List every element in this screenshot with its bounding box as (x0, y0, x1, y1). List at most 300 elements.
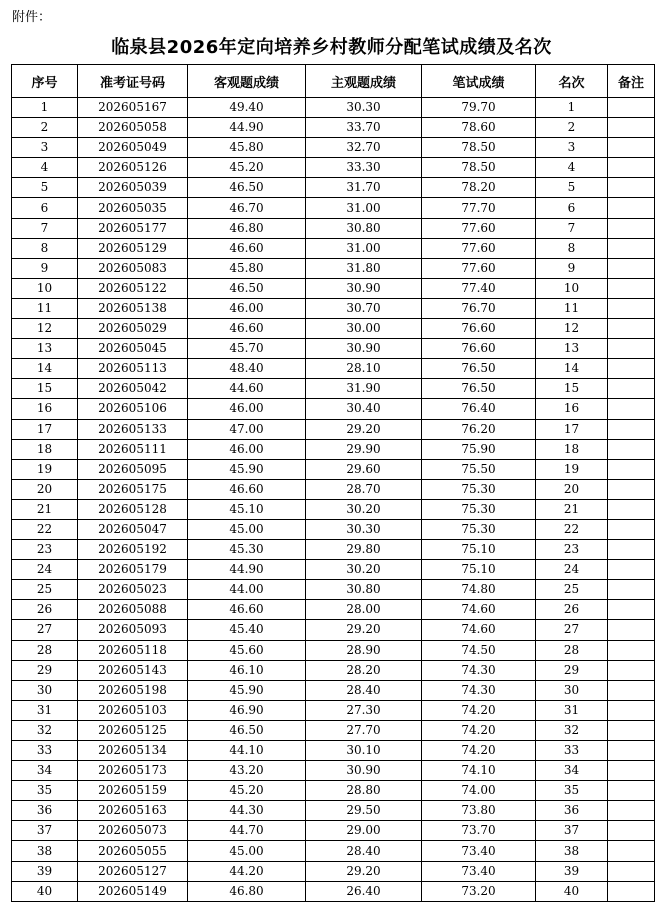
cell-subjective-score: 27.30 (306, 700, 422, 720)
cell-rank: 20 (536, 479, 608, 499)
cell-written-score: 73.20 (422, 881, 536, 901)
cell-rank: 4 (536, 158, 608, 178)
cell-serial: 19 (12, 459, 78, 479)
cell-remarks (608, 881, 655, 901)
cell-subjective-score: 33.70 (306, 118, 422, 138)
cell-written-score: 73.40 (422, 841, 536, 861)
cell-serial: 11 (12, 298, 78, 318)
cell-rank: 13 (536, 339, 608, 359)
table-row (12, 459, 655, 479)
cell-written-score: 76.50 (422, 379, 536, 399)
cell-objective-score: 46.00 (188, 399, 306, 419)
cell-exam-id: 202605177 (78, 218, 188, 238)
cell-serial: 9 (12, 258, 78, 278)
cell-subjective-score: 30.00 (306, 319, 422, 339)
cell-subjective-score: 28.40 (306, 680, 422, 700)
cell-serial: 14 (12, 359, 78, 379)
cell-subjective-score: 28.80 (306, 781, 422, 801)
table-row (12, 118, 655, 138)
cell-written-score: 76.70 (422, 298, 536, 318)
table-row (12, 841, 655, 861)
cell-written-score: 77.60 (422, 238, 536, 258)
cell-serial: 6 (12, 198, 78, 218)
cell-remarks (608, 158, 655, 178)
cell-remarks (608, 540, 655, 560)
cell-subjective-score: 28.00 (306, 600, 422, 620)
cell-exam-id: 202605125 (78, 720, 188, 740)
cell-subjective-score: 29.20 (306, 419, 422, 439)
table-row (12, 600, 655, 620)
table-row (12, 98, 655, 118)
cell-remarks (608, 720, 655, 740)
cell-rank: 6 (536, 198, 608, 218)
cell-subjective-score: 28.90 (306, 640, 422, 660)
cell-exam-id: 202605163 (78, 801, 188, 821)
cell-written-score: 77.70 (422, 198, 536, 218)
cell-serial: 17 (12, 419, 78, 439)
cell-written-score: 77.40 (422, 278, 536, 298)
cell-rank: 19 (536, 459, 608, 479)
cell-rank: 14 (536, 359, 608, 379)
cell-objective-score: 44.70 (188, 821, 306, 841)
header-exam-id: 准考证号码 (78, 65, 188, 98)
cell-remarks (608, 700, 655, 720)
table-row (12, 218, 655, 238)
cell-objective-score: 46.50 (188, 178, 306, 198)
table-row (12, 801, 655, 821)
cell-exam-id: 202605138 (78, 298, 188, 318)
cell-rank: 32 (536, 720, 608, 740)
cell-exam-id: 202605045 (78, 339, 188, 359)
table-row (12, 298, 655, 318)
cell-objective-score: 45.90 (188, 459, 306, 479)
cell-objective-score: 46.70 (188, 198, 306, 218)
table-row (12, 540, 655, 560)
table-row (12, 560, 655, 580)
cell-rank: 26 (536, 600, 608, 620)
cell-remarks (608, 560, 655, 580)
cell-rank: 3 (536, 138, 608, 158)
cell-serial: 13 (12, 339, 78, 359)
cell-written-score: 78.20 (422, 178, 536, 198)
cell-serial: 21 (12, 499, 78, 519)
cell-rank: 39 (536, 861, 608, 881)
cell-serial: 4 (12, 158, 78, 178)
table-row (12, 499, 655, 519)
cell-rank: 34 (536, 761, 608, 781)
cell-written-score: 74.30 (422, 660, 536, 680)
cell-remarks (608, 499, 655, 519)
cell-serial: 37 (12, 821, 78, 841)
cell-exam-id: 202605127 (78, 861, 188, 881)
cell-serial: 5 (12, 178, 78, 198)
cell-serial: 40 (12, 881, 78, 901)
cell-serial: 34 (12, 761, 78, 781)
table-row (12, 821, 655, 841)
cell-written-score: 74.80 (422, 580, 536, 600)
cell-exam-id: 202605111 (78, 439, 188, 459)
cell-remarks (608, 98, 655, 118)
cell-objective-score: 46.00 (188, 298, 306, 318)
cell-serial: 38 (12, 841, 78, 861)
cell-written-score: 74.60 (422, 600, 536, 620)
cell-objective-score: 44.00 (188, 580, 306, 600)
cell-serial: 28 (12, 640, 78, 660)
cell-exam-id: 202605134 (78, 741, 188, 761)
cell-remarks (608, 801, 655, 821)
cell-subjective-score: 29.20 (306, 620, 422, 640)
table-row (12, 620, 655, 640)
table-row (12, 720, 655, 740)
cell-subjective-score: 31.80 (306, 258, 422, 278)
cell-objective-score: 45.60 (188, 640, 306, 660)
cell-objective-score: 45.10 (188, 499, 306, 519)
table-row (12, 339, 655, 359)
cell-written-score: 76.60 (422, 319, 536, 339)
table-row (12, 158, 655, 178)
cell-written-score: 76.60 (422, 339, 536, 359)
cell-rank: 28 (536, 640, 608, 660)
cell-subjective-score: 29.80 (306, 540, 422, 560)
header-written-score: 笔试成绩 (422, 65, 536, 98)
cell-rank: 27 (536, 620, 608, 640)
cell-written-score: 75.10 (422, 560, 536, 580)
cell-objective-score: 44.30 (188, 801, 306, 821)
cell-remarks (608, 399, 655, 419)
cell-remarks (608, 519, 655, 539)
table-header (12, 65, 655, 98)
cell-subjective-score: 26.40 (306, 881, 422, 901)
cell-written-score: 74.20 (422, 700, 536, 720)
table-row (12, 379, 655, 399)
cell-written-score: 75.90 (422, 439, 536, 459)
cell-written-score: 73.40 (422, 861, 536, 881)
cell-serial: 36 (12, 801, 78, 821)
cell-written-score: 75.30 (422, 519, 536, 539)
cell-rank: 15 (536, 379, 608, 399)
cell-objective-score: 45.00 (188, 519, 306, 539)
header-serial: 序号 (12, 65, 78, 98)
cell-remarks (608, 178, 655, 198)
cell-subjective-score: 28.40 (306, 841, 422, 861)
cell-exam-id: 202605035 (78, 198, 188, 218)
table-row (12, 359, 655, 379)
cell-exam-id: 202605039 (78, 178, 188, 198)
cell-remarks (608, 580, 655, 600)
cell-subjective-score: 30.70 (306, 298, 422, 318)
cell-serial: 33 (12, 741, 78, 761)
cell-exam-id: 202605029 (78, 319, 188, 339)
cell-written-score: 76.40 (422, 399, 536, 419)
cell-subjective-score: 33.30 (306, 158, 422, 178)
cell-exam-id: 202605106 (78, 399, 188, 419)
cell-objective-score: 46.80 (188, 881, 306, 901)
cell-subjective-score: 28.20 (306, 660, 422, 680)
cell-remarks (608, 278, 655, 298)
cell-objective-score: 46.00 (188, 439, 306, 459)
cell-subjective-score: 28.70 (306, 479, 422, 499)
cell-objective-score: 46.60 (188, 319, 306, 339)
cell-written-score: 78.60 (422, 118, 536, 138)
cell-written-score: 74.10 (422, 761, 536, 781)
cell-exam-id: 202605088 (78, 600, 188, 620)
cell-objective-score: 44.10 (188, 741, 306, 761)
table-row (12, 519, 655, 539)
cell-written-score: 78.50 (422, 158, 536, 178)
cell-objective-score: 46.60 (188, 600, 306, 620)
table-row (12, 781, 655, 801)
cell-exam-id: 202605103 (78, 700, 188, 720)
cell-serial: 39 (12, 861, 78, 881)
cell-subjective-score: 30.40 (306, 399, 422, 419)
cell-subjective-score: 30.20 (306, 499, 422, 519)
header-objective-score: 客观题成绩 (188, 65, 306, 98)
cell-serial: 1 (12, 98, 78, 118)
header-subjective-score: 主观题成绩 (306, 65, 422, 98)
cell-remarks (608, 198, 655, 218)
cell-subjective-score: 30.10 (306, 741, 422, 761)
cell-objective-score: 46.60 (188, 238, 306, 258)
cell-exam-id: 202605023 (78, 580, 188, 600)
cell-exam-id: 202605049 (78, 138, 188, 158)
cell-serial: 30 (12, 680, 78, 700)
cell-subjective-score: 29.20 (306, 861, 422, 881)
table-row (12, 238, 655, 258)
cell-exam-id: 202605128 (78, 499, 188, 519)
cell-objective-score: 45.80 (188, 258, 306, 278)
cell-exam-id: 202605042 (78, 379, 188, 399)
cell-written-score: 76.20 (422, 419, 536, 439)
cell-objective-score: 44.60 (188, 379, 306, 399)
cell-written-score: 74.50 (422, 640, 536, 660)
attachment-label: 附件： (12, 10, 52, 25)
cell-rank: 17 (536, 419, 608, 439)
cell-remarks (608, 319, 655, 339)
header-row (12, 65, 655, 98)
cell-subjective-score: 30.90 (306, 278, 422, 298)
cell-subjective-score: 27.70 (306, 720, 422, 740)
cell-objective-score: 46.50 (188, 720, 306, 740)
cell-written-score: 74.20 (422, 720, 536, 740)
cell-objective-score: 45.20 (188, 781, 306, 801)
cell-remarks (608, 781, 655, 801)
cell-written-score: 75.30 (422, 479, 536, 499)
cell-rank: 37 (536, 821, 608, 841)
cell-exam-id: 202605179 (78, 560, 188, 580)
cell-subjective-score: 32.70 (306, 138, 422, 158)
cell-rank: 7 (536, 218, 608, 238)
cell-remarks (608, 861, 655, 881)
cell-rank: 8 (536, 238, 608, 258)
cell-serial: 29 (12, 660, 78, 680)
cell-remarks (608, 359, 655, 379)
cell-rank: 33 (536, 741, 608, 761)
cell-subjective-score: 29.60 (306, 459, 422, 479)
table-row (12, 660, 655, 680)
cell-exam-id: 202605055 (78, 841, 188, 861)
cell-objective-score: 48.40 (188, 359, 306, 379)
cell-written-score: 74.60 (422, 620, 536, 640)
cell-objective-score: 44.90 (188, 560, 306, 580)
cell-rank: 16 (536, 399, 608, 419)
cell-exam-id: 202605198 (78, 680, 188, 700)
cell-written-score: 73.70 (422, 821, 536, 841)
cell-written-score: 74.00 (422, 781, 536, 801)
table-row (12, 479, 655, 499)
cell-serial: 20 (12, 479, 78, 499)
cell-written-score: 79.70 (422, 98, 536, 118)
table-row (12, 138, 655, 158)
cell-remarks (608, 118, 655, 138)
cell-remarks (608, 419, 655, 439)
cell-rank: 1 (536, 98, 608, 118)
cell-objective-score: 47.00 (188, 419, 306, 439)
cell-serial: 24 (12, 560, 78, 580)
cell-serial: 15 (12, 379, 78, 399)
cell-remarks (608, 841, 655, 861)
cell-remarks (608, 741, 655, 761)
cell-exam-id: 202605073 (78, 821, 188, 841)
cell-exam-id: 202605192 (78, 540, 188, 560)
cell-written-score: 75.50 (422, 459, 536, 479)
cell-exam-id: 202605083 (78, 258, 188, 278)
table-row (12, 640, 655, 660)
cell-remarks (608, 379, 655, 399)
cell-objective-score: 45.80 (188, 138, 306, 158)
cell-serial: 16 (12, 399, 78, 419)
cell-remarks (608, 821, 655, 841)
cell-exam-id: 202605095 (78, 459, 188, 479)
cell-remarks (608, 620, 655, 640)
cell-serial: 23 (12, 540, 78, 560)
table-row (12, 419, 655, 439)
cell-exam-id: 202605173 (78, 761, 188, 781)
cell-rank: 24 (536, 560, 608, 580)
cell-objective-score: 45.40 (188, 620, 306, 640)
table-row (12, 198, 655, 218)
cell-remarks (608, 459, 655, 479)
cell-rank: 18 (536, 439, 608, 459)
table-row (12, 178, 655, 198)
cell-rank: 5 (536, 178, 608, 198)
cell-serial: 12 (12, 319, 78, 339)
cell-rank: 12 (536, 319, 608, 339)
cell-subjective-score: 30.80 (306, 580, 422, 600)
cell-remarks (608, 439, 655, 459)
cell-remarks (608, 339, 655, 359)
cell-subjective-score: 30.80 (306, 218, 422, 238)
cell-rank: 21 (536, 499, 608, 519)
cell-serial: 7 (12, 218, 78, 238)
cell-objective-score: 46.90 (188, 700, 306, 720)
cell-remarks (608, 680, 655, 700)
cell-subjective-score: 31.90 (306, 379, 422, 399)
cell-subjective-score: 29.50 (306, 801, 422, 821)
table-row (12, 258, 655, 278)
cell-serial: 2 (12, 118, 78, 138)
cell-subjective-score: 30.20 (306, 560, 422, 580)
cell-objective-score: 46.80 (188, 218, 306, 238)
cell-rank: 25 (536, 580, 608, 600)
cell-subjective-score: 31.70 (306, 178, 422, 198)
table-row (12, 319, 655, 339)
cell-remarks (608, 218, 655, 238)
cell-remarks (608, 640, 655, 660)
cell-serial: 35 (12, 781, 78, 801)
cell-serial: 22 (12, 519, 78, 539)
table-row (12, 741, 655, 761)
cell-written-score: 73.80 (422, 801, 536, 821)
cell-written-score: 77.60 (422, 258, 536, 278)
table-row (12, 439, 655, 459)
document-title: 临泉县2026年定向培养乡村教师分配笔试成绩及名次 (111, 37, 552, 58)
cell-serial: 25 (12, 580, 78, 600)
cell-rank: 31 (536, 700, 608, 720)
cell-objective-score: 44.90 (188, 118, 306, 138)
table-row (12, 761, 655, 781)
table-row (12, 881, 655, 901)
cell-exam-id: 202605133 (78, 419, 188, 439)
cell-written-score: 78.50 (422, 138, 536, 158)
cell-rank: 38 (536, 841, 608, 861)
cell-rank: 23 (536, 540, 608, 560)
header-rank: 名次 (536, 65, 608, 98)
cell-written-score: 74.30 (422, 680, 536, 700)
cell-objective-score: 49.40 (188, 98, 306, 118)
cell-objective-score: 46.10 (188, 660, 306, 680)
table-body (12, 98, 655, 902)
cell-exam-id: 202605118 (78, 640, 188, 660)
cell-remarks (608, 660, 655, 680)
cell-objective-score: 45.00 (188, 841, 306, 861)
cell-rank: 2 (536, 118, 608, 138)
table-row (12, 700, 655, 720)
cell-exam-id: 202605058 (78, 118, 188, 138)
cell-objective-score: 43.20 (188, 761, 306, 781)
cell-rank: 29 (536, 660, 608, 680)
cell-rank: 9 (536, 258, 608, 278)
cell-subjective-score: 30.90 (306, 761, 422, 781)
table-row (12, 278, 655, 298)
cell-exam-id: 202605047 (78, 519, 188, 539)
cell-exam-id: 202605122 (78, 278, 188, 298)
cell-subjective-score: 31.00 (306, 198, 422, 218)
table-row (12, 399, 655, 419)
cell-objective-score: 45.70 (188, 339, 306, 359)
cell-subjective-score: 30.90 (306, 339, 422, 359)
cell-serial: 18 (12, 439, 78, 459)
cell-written-score: 75.30 (422, 499, 536, 519)
cell-objective-score: 44.20 (188, 861, 306, 881)
cell-written-score: 77.60 (422, 218, 536, 238)
cell-rank: 36 (536, 801, 608, 821)
cell-exam-id: 202605167 (78, 98, 188, 118)
cell-serial: 3 (12, 138, 78, 158)
cell-exam-id: 202605159 (78, 781, 188, 801)
score-table (11, 64, 655, 902)
cell-rank: 22 (536, 519, 608, 539)
cell-objective-score: 46.60 (188, 479, 306, 499)
table-row (12, 580, 655, 600)
cell-objective-score: 45.20 (188, 158, 306, 178)
cell-subjective-score: 31.00 (306, 238, 422, 258)
cell-rank: 40 (536, 881, 608, 901)
cell-serial: 31 (12, 700, 78, 720)
cell-remarks (608, 600, 655, 620)
cell-objective-score: 45.90 (188, 680, 306, 700)
cell-subjective-score: 30.30 (306, 519, 422, 539)
cell-exam-id: 202605175 (78, 479, 188, 499)
